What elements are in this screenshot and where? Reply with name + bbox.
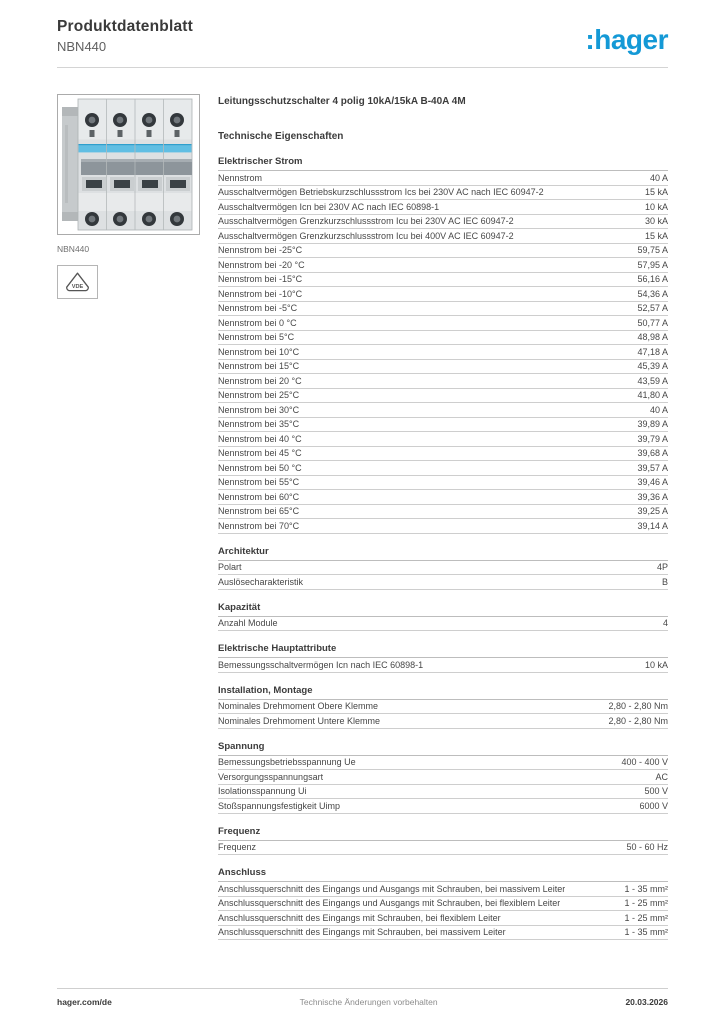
spec-group (218, 867, 668, 940)
table-row (218, 418, 668, 433)
table-row (218, 575, 668, 590)
table-row (218, 897, 668, 912)
spec-row-value: 400 - 400 V (621, 757, 668, 768)
spec-row-label: Nennstrom bei 60°C (218, 491, 300, 502)
table-row (218, 476, 668, 491)
spec-group (218, 826, 668, 856)
table-row (218, 374, 668, 389)
spec-group (218, 685, 668, 729)
table-row (218, 756, 668, 771)
spec-group-title: Installation, Montage (218, 685, 668, 700)
spec-group-title: Spannung (218, 741, 668, 756)
spec-group-title: Elektrischer Strom (218, 156, 668, 171)
header-divider (57, 67, 668, 68)
table-row (218, 287, 668, 302)
spec-row-value: 4 (662, 618, 668, 629)
product-title: Leitungsschutzschalter 4 polig 10kA/15kA B-40A 4M (218, 96, 466, 107)
spec-row-label: Ausschaltvermögen Grenzkurzschlussstrom Icu bei 400V AC IEC 60947-2 (218, 230, 514, 241)
spec-row-value: 39,79 A (637, 433, 668, 444)
spec-group (218, 546, 668, 590)
spec-group (218, 741, 668, 814)
spec-row-value: B (661, 576, 668, 587)
spec-row-value: 39,46 A (637, 477, 668, 488)
spec-row-value: 2,80 - 2,80 Nm (608, 701, 668, 712)
spec-row-value: 1 - 25 mm² (624, 912, 668, 923)
spec-row-value: 15 kA (644, 187, 668, 198)
spec-row-label: Ausschaltvermögen Betriebskurzschlussstrom Ics bei 230V AC nach IEC 60947-2 (218, 187, 544, 198)
spec-row-value: 4P (656, 562, 668, 573)
spec-row-value: 39,89 A (637, 419, 668, 430)
spec-row-label: Nennstrom (218, 172, 263, 183)
spec-row-label: Nennstrom bei 15°C (218, 361, 300, 372)
hager-logo: :hager (585, 24, 668, 55)
spec-row-label: Anschlussquerschnitt des Eingangs mit Schrauben, bei flexiblem Leiter (218, 912, 501, 923)
circuit-breaker-illustration (58, 95, 199, 234)
spec-row-label: Nennstrom bei 40 °C (218, 433, 302, 444)
table-row (218, 617, 668, 632)
table-row (218, 799, 668, 814)
spec-row-label: Nennstrom bei 25°C (218, 390, 300, 401)
spec-row-label: Frequenz (218, 842, 257, 853)
table-row (218, 389, 668, 404)
spec-row-label: Nennstrom bei 70°C (218, 520, 300, 531)
spec-row-label: Nominales Drehmoment Obere Klemme (218, 701, 379, 712)
spec-row-value: 39,57 A (637, 462, 668, 473)
spec-row-label: Auslösecharakteristik (218, 576, 304, 587)
spec-group (218, 602, 668, 632)
spec-row-value: 10 kA (644, 659, 668, 670)
spec-row-value: 39,25 A (637, 506, 668, 517)
spec-group-title: Anschluss (218, 867, 668, 882)
page-header (57, 18, 668, 64)
spec-row-value: 40 A (649, 172, 668, 183)
spec-group (218, 156, 668, 534)
table-row (218, 561, 668, 576)
page-footer (57, 997, 668, 1007)
spec-row-value: 1 - 35 mm² (624, 927, 668, 938)
spec-group-title: Frequenz (218, 826, 668, 841)
spec-row-label: Nennstrom bei 20 °C (218, 375, 302, 386)
table-row (218, 215, 668, 230)
spec-group (218, 643, 668, 673)
table-row (218, 258, 668, 273)
spec-row-value: 40 A (649, 404, 668, 415)
vde-certification-icon (57, 265, 98, 299)
footer-divider (57, 988, 668, 989)
footer-website: hager.com/de (57, 997, 112, 1007)
spec-row-value: 15 kA (644, 230, 668, 241)
spec-row-label: Nennstrom bei 55°C (218, 477, 300, 488)
spec-row-value: 500 V (644, 786, 668, 797)
table-row (218, 403, 668, 418)
spec-row-label: Nennstrom bei 45 °C (218, 448, 302, 459)
table-row (218, 432, 668, 447)
page-title: Produktdatenblatt (57, 18, 194, 35)
footer-date: 20.03.2026 (625, 997, 668, 1007)
table-row (218, 345, 668, 360)
spec-row-label: Bemessungsbetriebsspannung Ue (218, 757, 356, 768)
spec-row-label: Ausschaltvermögen Grenzkurzschlussstrom Icu bei 230V AC IEC 60947-2 (218, 216, 514, 227)
spec-row-value: 1 - 25 mm² (624, 898, 668, 909)
spec-groups (218, 156, 668, 940)
spec-row-value: 2,80 - 2,80 Nm (608, 715, 668, 726)
spec-group-title: Kapazität (218, 602, 668, 617)
spec-row-value: 45,39 A (637, 361, 668, 372)
spec-row-label: Nominales Drehmoment Untere Klemme (218, 715, 381, 726)
table-row (218, 273, 668, 288)
table-row (218, 171, 668, 186)
spec-row-label: Nennstrom bei -20 °C (218, 259, 305, 270)
section-title: Technische Eigenschaften (218, 131, 344, 142)
spec-row-label: Polart (218, 562, 242, 573)
table-row (218, 360, 668, 375)
spec-row-label: Versorgungsspannungsart (218, 771, 324, 782)
table-row (218, 700, 668, 715)
spec-row-label: Anschlussquerschnitt des Eingangs mit Schrauben, bei massivem Leiter (218, 927, 506, 938)
spec-row-value: 10 kA (644, 201, 668, 212)
product-image (57, 94, 200, 235)
spec-row-label: Ausschaltvermögen Icn bei 230V AC nach IEC 60898-1 (218, 201, 440, 212)
spec-row-value: 41,80 A (637, 390, 668, 401)
spec-row-label: Anschlussquerschnitt des Eingangs und Ausgangs mit Schrauben, bei flexiblem Leiter (218, 898, 561, 909)
spec-row-label: Bemessungsschaltvermögen Icn nach IEC 60898-1 (218, 659, 424, 670)
spec-row-value: 57,95 A (637, 259, 668, 270)
spec-row-value: 50 - 60 Hz (626, 842, 668, 853)
footer-notice: Technische Änderungen vorbehalten (299, 997, 438, 1007)
table-row (218, 461, 668, 476)
table-row (218, 770, 668, 785)
spec-row-value: 54,36 A (637, 288, 668, 299)
table-row (218, 447, 668, 462)
spec-row-value: 59,75 A (637, 245, 668, 256)
spec-row-label: Anschlussquerschnitt des Eingangs und Ausgangs mit Schrauben, bei massivem Leiter (218, 883, 566, 894)
spec-row-label: Nennstrom bei 50 °C (218, 462, 302, 473)
table-row (218, 658, 668, 673)
spec-row-label: Nennstrom bei 10°C (218, 346, 300, 357)
spec-row-value: 50,77 A (637, 317, 668, 328)
table-row (218, 316, 668, 331)
spec-row-value: 30 kA (644, 216, 668, 227)
spec-row-label: Nennstrom bei -15°C (218, 274, 303, 285)
spec-row-label: Nennstrom bei -10°C (218, 288, 303, 299)
spec-row-value: AC (655, 771, 668, 782)
table-row (218, 882, 668, 897)
table-row (218, 841, 668, 856)
table-row (218, 519, 668, 534)
table-row (218, 200, 668, 215)
spec-row-label: Nennstrom bei 65°C (218, 506, 300, 517)
table-row (218, 911, 668, 926)
spec-row-label: Nennstrom bei -5°C (218, 303, 298, 314)
spec-group-title: Architektur (218, 546, 668, 561)
spec-row-label: Nennstrom bei -25°C (218, 245, 303, 256)
table-row (218, 926, 668, 941)
spec-row-value: 39,68 A (637, 448, 668, 459)
table-row (218, 186, 668, 201)
product-code: NBN440 (57, 39, 107, 54)
table-row (218, 244, 668, 259)
spec-group-title: Elektrische Hauptattribute (218, 643, 668, 658)
spec-row-label: Nennstrom bei 0 °C (218, 317, 297, 328)
spec-row-value: 56,16 A (637, 274, 668, 285)
spec-row-label: Anzahl Module (218, 618, 278, 629)
table-row (218, 490, 668, 505)
spec-row-label: Nennstrom bei 30°C (218, 404, 300, 415)
product-media-column (57, 94, 200, 299)
spec-row-label: Isolationsspannung Ui (218, 786, 307, 797)
spec-row-label: Stoßspannungsfestigkeit Uimp (218, 800, 341, 811)
spec-row-value: 48,98 A (637, 332, 668, 343)
table-row (218, 785, 668, 800)
spec-row-value: 1 - 35 mm² (624, 883, 668, 894)
svg-text:VDE: VDE (71, 284, 84, 291)
table-row (218, 714, 668, 729)
spec-row-value: 52,57 A (637, 303, 668, 314)
product-image-caption: NBN440 (57, 244, 90, 254)
spec-row-value: 47,18 A (637, 346, 668, 357)
spec-row-value: 6000 V (639, 800, 668, 811)
table-row (218, 331, 668, 346)
spec-row-label: Nennstrom bei 5°C (218, 332, 295, 343)
table-row (218, 505, 668, 520)
specifications-column (218, 96, 668, 940)
spec-row-value: 39,36 A (637, 491, 668, 502)
table-row (218, 229, 668, 244)
spec-row-label: Nennstrom bei 35°C (218, 419, 300, 430)
table-row (218, 302, 668, 317)
spec-row-value: 43,59 A (637, 375, 668, 386)
spec-row-value: 39,14 A (637, 520, 668, 531)
